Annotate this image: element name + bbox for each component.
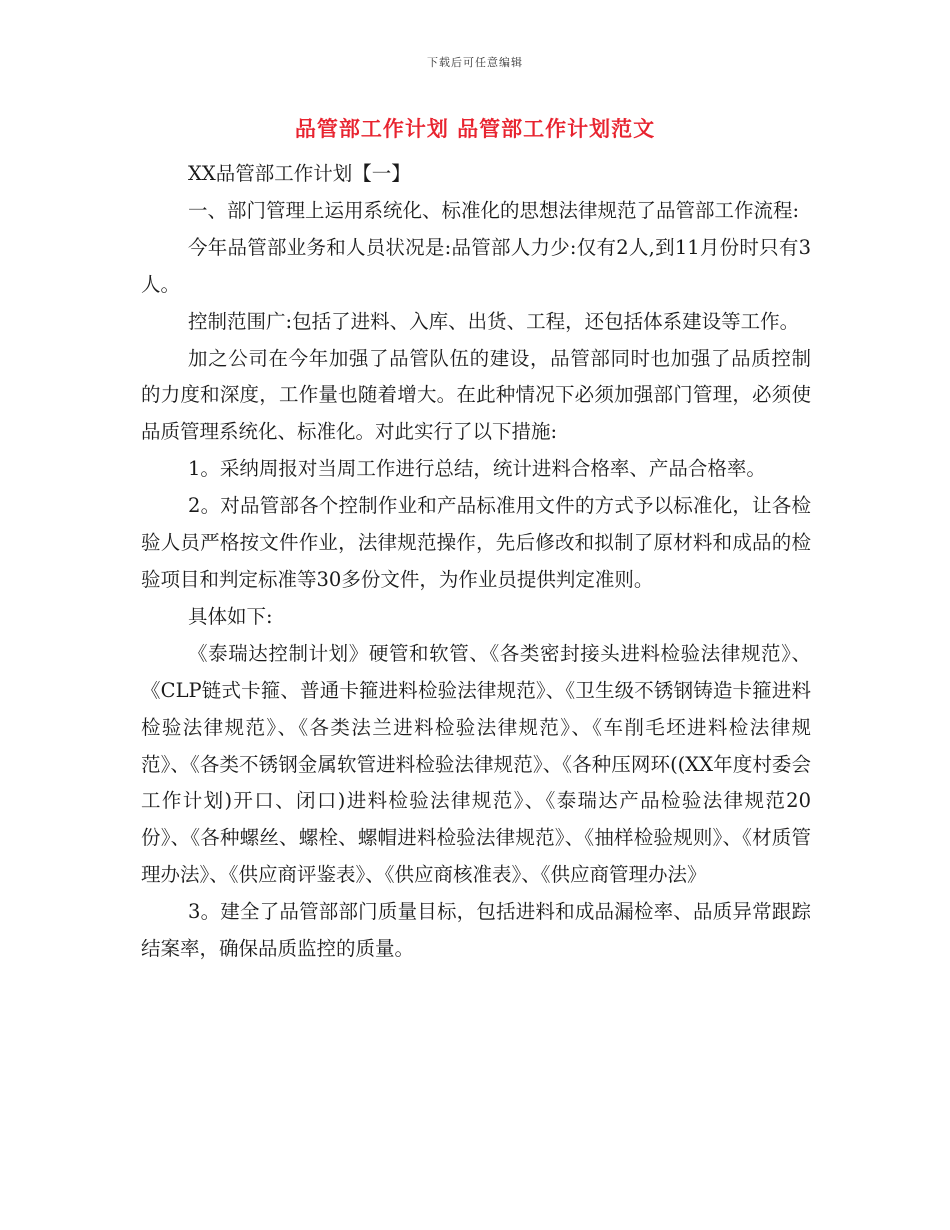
document-title: 品管部工作计划 品管部工作计划范文 — [294, 117, 656, 141]
paragraph-measure-1: 1。采纳周报对当周工作进行总结，统计进料合格率、产品合格率。 — [188, 457, 766, 481]
paragraph-measure-3: 3。建全了品管部部门质量目标，包括进料和成品漏检率、品质异常跟踪结案率，确保品质监控的质量。 — [141, 900, 811, 961]
paragraph-section-heading: XX品管部工作计划【一】 — [188, 162, 411, 185]
paragraph-control-scope: 控制范围广:包括了进料、入库、出货、工程，还包括体系建设等工作。 — [188, 309, 800, 333]
paragraph-measures-intro: 加之公司在今年加强了品管队伍的建设，品管部同时也加强了品质控制的力度和深度，工作量也随着增大。在此种情况下必须加强部门管理，必须使品质管理系统化、标准化。对此实行了以下措施: — [141, 346, 811, 444]
paragraph-point-one: 一、部门管理上运用系统化、标准化的思想法律规范了品管部工作流程: — [188, 198, 800, 222]
paragraph-measure-2: 2。对品管部各个控制作业和产品标准用文件的方式予以标准化，让各检验人员严格按文件作业，法律规范操作，先后修改和拟制了原材料和成品的检验项目和判定标准等30多份文件，为作业员提供判定准则。 — [141, 494, 811, 591]
paragraph-details-intro: 具体如下: — [188, 604, 273, 628]
paragraph-document-list: 《泰瑞达控制计划》硬管和软管、《各类密封接头进料检验法律规范》、《CLP链式卡箍、普通卡箍进料检验法律规范》、《卫生级不锈钢铸造卡箍进料检验法律规范》、《各类法兰进料检验法律规范》、《车削毛坯进料检法律规范》、《各类不锈钢金属软管进料检验法律规范》、《各种压网环((XX年度村委会工作计划)开口、闭口)进料检验法律规范》、《泰瑞达产品检验法律规范20份》、《各种螺丝、螺栓、螺帽进料检验法律规范》、《抽样检验规则》、《材质管理办法》、《供应商评鉴表》、《供应商核准表》、《供应商管理办法》 — [141, 641, 811, 887]
header-note: 下载后可任意编辑 — [427, 56, 523, 69]
paragraph-staffing: 今年品管部业务和人员状况是:品管部人力少:仅有2人,到11月份时只有3人。 — [141, 235, 811, 296]
document-body — [141, 156, 811, 968]
